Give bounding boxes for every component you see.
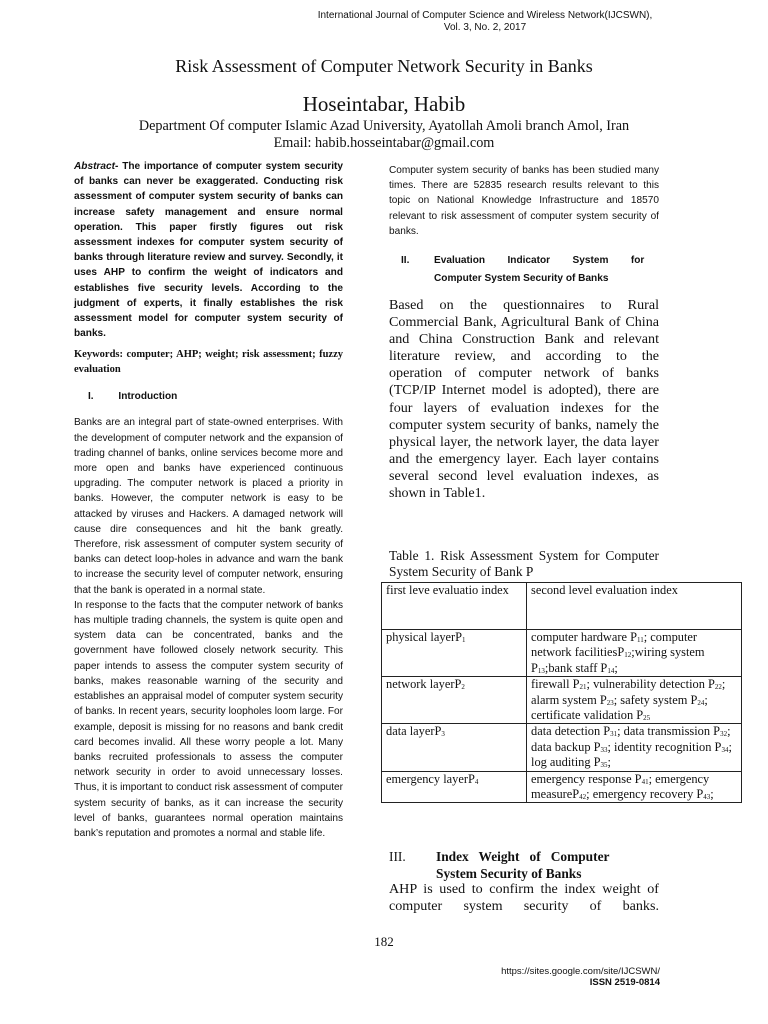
- section-1-number: I.: [88, 391, 94, 403]
- section-2-title-line2: Computer System Security of Banks: [434, 273, 609, 285]
- table-cell-second: emergency response $P_{41}$; emergency measureP$_{42}$; emergency recovery $P_{43}$;: [527, 771, 742, 803]
- table-header-first: first leve evaluatio index: [382, 583, 527, 630]
- table-row: [382, 630, 742, 677]
- table-cell-first: emergency layerP$_4$: [382, 771, 527, 803]
- paper-title: Risk Assessment of Computer Network Security in Banks: [175, 56, 593, 76]
- right-paragraph-1: Computer system security of banks has been studied many times. There are 52835 research results relevant to this topic on National Knowledge Infrastructure and 18570 relevant to risk assessment of computer system security of banks.: [389, 165, 659, 237]
- intro-paragraph-2: In response to the facts that the computer network of banks has multiple trading channels, the system is quite open and system data can be concentrated, banks and the government have followed closely network security. This paper intends to assess the computer system security of banks, makes reasonable warning of the security and establishes an appraisal model of computer system security of banks. In recent years, security loopholes loom large. For example, deposit is missing for no reasons and bank credit card becomes invalid. All these worry people a lot. Many banks recruited professionals to assess the computer network security in order to avoid unnecessary losses. Thus, it is important to conduct risk assessment of computer system security of banks, as it can increase the security level of banks, guarantees normal operation maintains bank’s reputation and promotes a normal and stable life.: [74, 599, 343, 839]
- section-2-title-line1: Evaluation Indicator System for: [434, 255, 645, 267]
- section-3-title-line2: System Security of Banks: [436, 866, 582, 881]
- affiliation-line: Department Of computer Islamic Azad University, Ayatollah Amoli branch Amol, Iran: [138, 118, 630, 134]
- affiliation: [0, 118, 768, 152]
- table-row: [382, 771, 742, 803]
- table-cell-second: data detection $P_{31}$; data transmission $P_{32}$; data backup $P_{33}$; identity recognition $P_{34}$; log auditing $P_{35}$;: [527, 724, 742, 771]
- section-3-paragraph: AHP is used to confirm the index weight of computer system security of banks.: [389, 881, 659, 915]
- journal-volume: Vol. 3, No. 2, 2017: [443, 22, 527, 33]
- section-1-title: Introduction: [118, 391, 178, 403]
- intro-paragraph-1: Banks are an integral part of state-owned enterprises. With the development of computer network and the expansion of trading channel of banks, online services become more and more open and banks have experienced continuous upgrading. The computer network is placed a priority in banks. However, the computer network is easy to be attacked by viruses and Hackers. A damaged network will cause dire consequences and hit the bank greatly. Therefore, risk assessment of computer system security of banks can detect loop-holes in advance and warn the bank to increase the security level of computer network, ensuring that the bank is operated in a normal state.: [74, 417, 343, 596]
- page-number: 182: [374, 934, 394, 949]
- footer-issn: ISSN 2519-0814: [589, 977, 660, 988]
- table-cell-first: data layerP$_3$: [382, 724, 527, 771]
- section-3-heading: [389, 848, 659, 882]
- right-column: [389, 163, 659, 502]
- journal-header: [290, 10, 680, 34]
- table-caption: Table 1. Risk Assessment System for Computer System Security of Bank P: [389, 548, 659, 579]
- table-cell-second: firewall $P_{21}$; vulnerability detection $P_{22}$; alarm system $P_{23}$; safety system $P_{24}$; certificate validation $P_{25}$: [527, 677, 742, 724]
- abstract-label: Abstract-: [74, 161, 119, 172]
- section-1-heading: [74, 391, 343, 402]
- table-cell-second: computer hardware $P_{11}$; computer network facilitiesP$_{12}$;wiring system $P_{13};bank$ staff $P_{14}$;: [527, 630, 742, 677]
- section-3-title-line1: Index Weight of Computer: [436, 849, 610, 864]
- table-row: [382, 724, 742, 771]
- section-2-number: II.: [401, 255, 410, 267]
- section-2-paragraph: Based on the questionnaires to Rural Commercial Bank, Agricultural Bank of China and China Construction Bank and relevant literature review, and according to the operation of computer network of banks (TCP/IP Internet model is adopted), there are four layers of evaluation indexes for the computer system security of banks, namely the physical layer, the network layer, the data layer and the emergency layer. Each layer contains several second level evaluation indexes, as shown in Table1.: [389, 297, 659, 502]
- risk-assessment-table: [381, 582, 742, 803]
- keywords: Keywords: computer; AHP; weight; risk assessment; fuzzy evaluation: [74, 349, 343, 376]
- section-2-heading: [389, 252, 659, 288]
- table-header-row: [382, 583, 742, 630]
- journal-name: International Journal of Computer Science and Wireless Network(IJCSWN),: [317, 10, 653, 21]
- table-cell-first: physical layerP$_1$: [382, 630, 527, 677]
- abstract-text: The importance of computer system security of banks can never be exaggerated. Conducting risk assessment of computer system security of banks can increase safety management and ensure normal operation. This paper firstly figures out risk assessment indexes for computer system security of banks through literature review and survey. Secondly, it uses AHP to confirm the weight of indicators and establishes five security levels. According to the judgment of experts, it finally establishes the risk assessment model for computer system security of banks.: [74, 161, 343, 340]
- left-column: [74, 159, 343, 841]
- table-header-second: second level evaluation index: [527, 583, 742, 630]
- footer: [400, 966, 660, 988]
- table-row: [382, 677, 742, 724]
- table-cell-first: network layerP$_2$: [382, 677, 527, 724]
- section-3-number: III.: [389, 849, 406, 864]
- abstract: [74, 159, 343, 341]
- footer-url[interactable]: https://sites.google.com/site/IJCSWN/: [501, 966, 660, 977]
- author-name: Hoseintabar, Habib: [302, 92, 466, 116]
- author-email: Email: habib.hosseintabar@gmail.com: [273, 135, 495, 151]
